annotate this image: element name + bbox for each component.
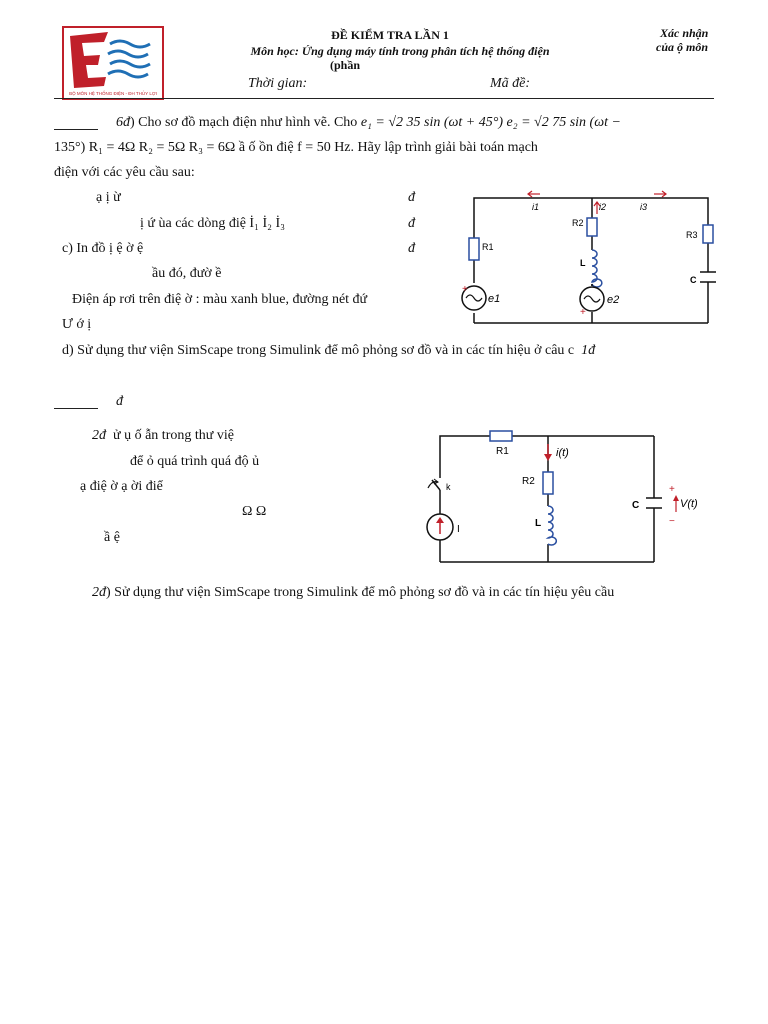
circuit1-label-e1: e1 [488,293,501,305]
circuit2-label-i: I [457,524,460,535]
university-logo [62,26,164,100]
circuit1-label-i1: i1 [532,202,540,212]
q1-item-c: c) In đồ ị ệ ờ ệ [62,241,144,256]
circuit2-switch-icon [428,479,440,490]
q2-line5: ầ ệ [104,530,120,545]
circuit2-current-arrow-icon [544,444,552,461]
q1-item-a-points: đ [408,190,415,205]
circuit2-voltage-minus: − [669,516,675,527]
circuit1-r2-icon [587,218,597,236]
q1-equation-e: e₁ = √2 35 sin (ωt + 45°) e₂ = √2 75 sin (ωt − [360,115,621,130]
q2-part2 [92,585,614,601]
circuit2-inductor-icon [548,506,556,545]
circuit1-label-r2: R2 [572,218,584,228]
circuit-diagram-2 [424,426,710,568]
circuit2-r1-icon [490,431,512,441]
q1-score-blank [54,129,98,130]
circuit1-r1-icon [469,238,479,260]
q2-line3: ạ điệ ờ ạ ời điể [80,479,163,494]
q1-item-d-points: 1đ [581,343,596,358]
circuit1-label-r3: R3 [686,230,698,240]
circuit1-label-i3: i3 [640,202,648,212]
q1-item-b-points: đ [408,216,415,231]
q2-part2-points: 2đ [92,585,106,600]
q1-line3: điện với các yêu cầu sau: [54,165,195,180]
logo-emblem [64,28,162,98]
q2-points: đ [116,394,123,409]
circuit1-label-i2: i2 [599,202,607,212]
q1-item-d [62,343,595,359]
q2-score-blank [54,408,98,409]
exam-title: ĐỀ KIỂM TRA LẦN 1 [331,28,449,42]
circuit2-label-voltage: V(t) [680,498,698,510]
circuit1-capacitor-icon [700,272,716,282]
q2-line1-text: ử ụ ố ẫn trong thư việ [113,428,234,443]
circuit2-label-r2: R2 [522,476,535,487]
circuit-diagram-1 [456,188,722,330]
time-label: Thời gian: [248,76,308,91]
circuit1-e1-plus: + [462,284,468,295]
subject-label: Môn học: [250,44,299,58]
circuit1-label-e2: e2 [607,294,620,306]
subject-name: Ứng dụng máy tính trong phân tích hệ thống điện [301,44,550,58]
q1-item-c-line3: Điện áp rơi trên điệ ờ : màu xanh blue, đường nét đứ [72,292,368,307]
q1-item-d-text: d) Sử dụng thư viện SimScape trong Simulink để mô phỏng sơ đồ và in các tín hiệu ở câu c [62,343,575,358]
q1-item-c-points: đ [408,241,415,256]
q1-points: 6đ [116,115,130,130]
q1-line2: 135°) R₁ = 4Ω R₂ = 5Ω R₃ = 6Ω ầ ố ồn điệ f = 50 Hz. Hãy lập trình giải bài toán mạch [54,140,538,155]
circuit2-label-l: L [535,518,542,529]
circuit2-voltage-arrow-icon [673,495,679,512]
circuit2-voltage-plus: + [669,484,675,495]
circuit2-label-k: k [446,482,451,492]
part-label: (phần [330,58,361,72]
circuit2-label-current: i(t) [556,447,569,459]
q2-part2-text: ) Sử dụng thư viện SimScape trong Simulink để mô phỏng sơ đồ và in các tín hiệu yêu cầu [106,585,615,600]
circuit1-inductor-icon [592,250,602,287]
circuit1-label-c: C [690,275,697,285]
q2-line4: Ω Ω [242,504,267,519]
confirm-label: Xác nhận [660,26,709,40]
circuit1-r3-icon [703,225,713,243]
circuit2-capacitor-icon [646,498,662,508]
q1-item-a: ạ ị ừ [96,190,121,205]
q1-item-b: ị ứ ùa các dòng điệ İ₁ İ₂ İ₃ [140,216,286,231]
department-label: của ộ môn [656,40,709,54]
circuit1-label-l: L [580,258,586,268]
q1-line1 [116,115,621,131]
circuit2-label-c: C [632,500,640,511]
q1-item-c-line2: ầu đó, đườ ề [152,266,222,281]
header-divider [54,98,714,99]
q2-line1-points: 2đ [92,428,106,443]
logo-caption: BỘ MÔN HỆ THỐNG ĐIỆN - ĐH THỦY LỢI [69,91,157,96]
circuit2-r2-icon [543,472,553,494]
circuit1-label-r1: R1 [482,242,494,252]
circuit2-label-r1: R1 [496,446,509,457]
q1-item-c-line4: Ư ớ ị [62,317,92,332]
subject-line [220,44,580,59]
q1-intro: ) Cho sơ đồ mạch điện như hình vẽ. Cho [130,115,361,130]
q2-line1 [92,428,234,444]
q2-line2: để ỏ quá trình quá độ ủ [130,454,260,469]
circuit2-current-source-icon [427,514,453,540]
circuit1-e2-plus: + [580,307,586,318]
exam-code-label: Mã đề: [490,76,531,91]
